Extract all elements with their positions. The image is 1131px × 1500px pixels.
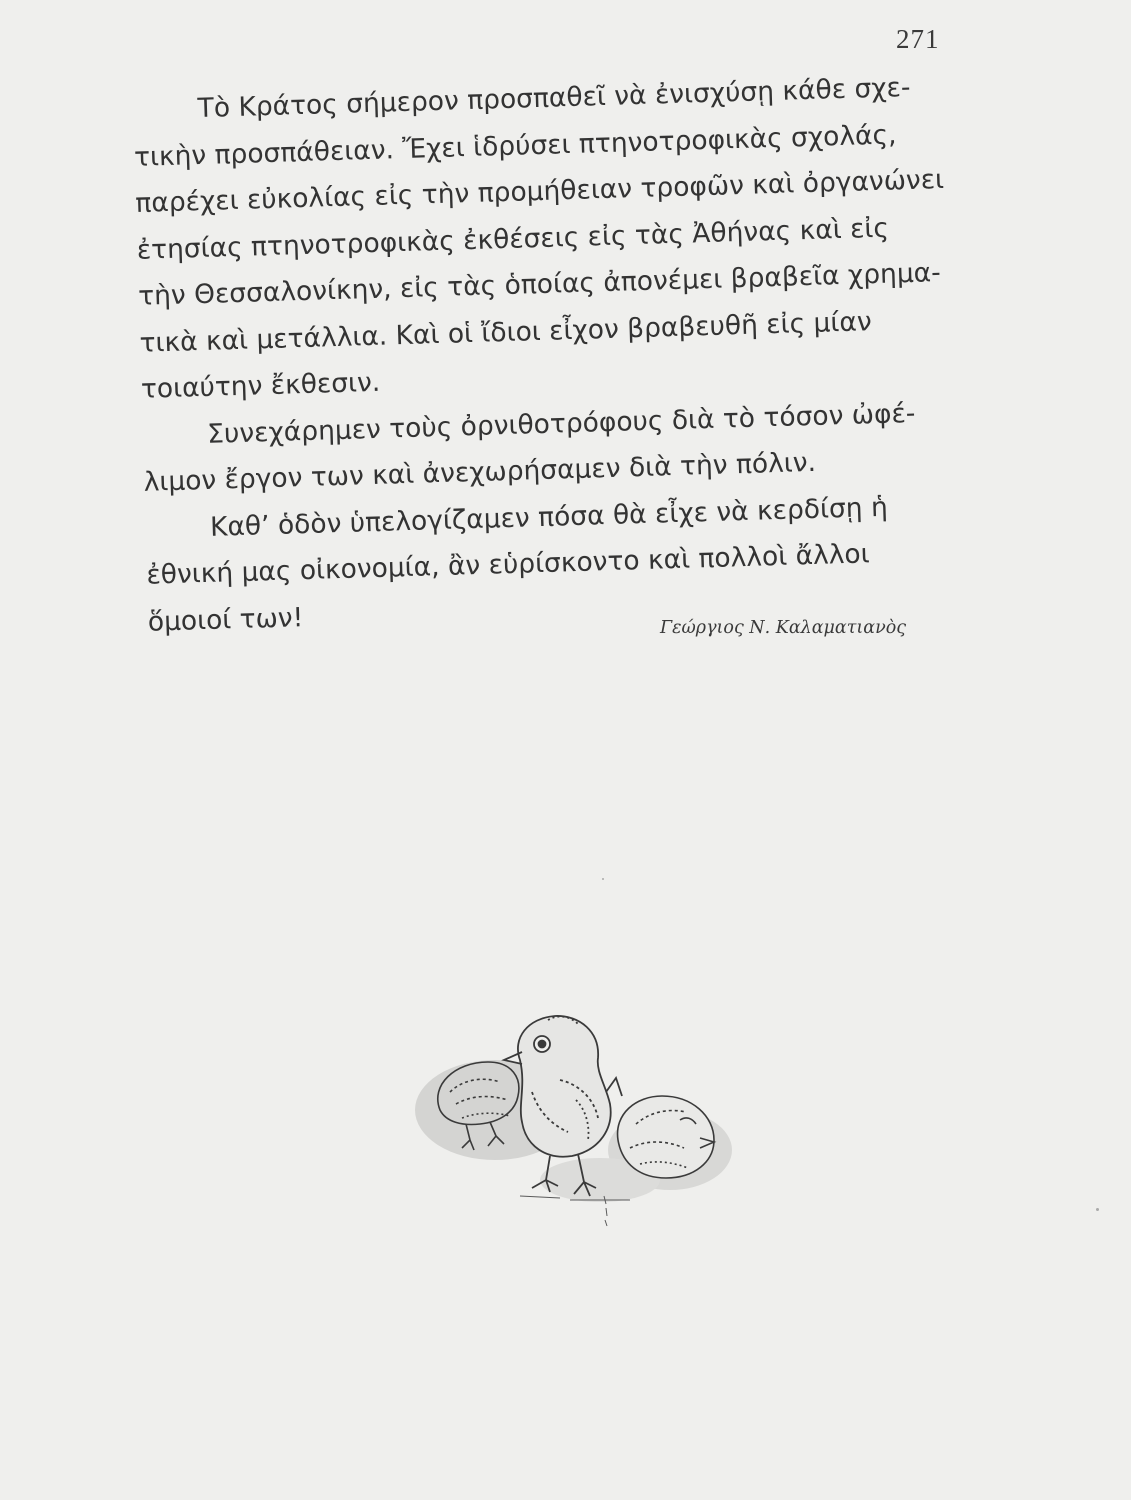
text-line: παρέχει εὐκολίας εἰς τὴν προμήθειαν τροφῶν καὶ ὀργανώνει [134, 163, 945, 219]
text-line: Καθ’ ὁδὸν ὑπελογίζαμεν πόσα θὰ εἶχε νὰ κερδίσῃ ἡ [209, 491, 889, 543]
chicks-drawing-icon [400, 1000, 740, 1230]
text-line: τοιαύτην ἔκθεσιν. [140, 366, 381, 405]
ground-hatching [520, 1196, 630, 1226]
author-signature: Γεώργιος Ν. Καλαματιανὸς [660, 618, 907, 638]
text-line: ἐθνική μας οἰκονομία, ἂν εὑρίσκοντο καὶ πολλοὶ ἄλλοι [146, 538, 871, 591]
resting-chick-icon [618, 1096, 714, 1178]
paper-speck [1096, 1208, 1099, 1211]
chicks-illustration [400, 1000, 740, 1230]
text-line: Τὸ Κράτος σήμερον προσπαθεῖ νὰ ἐνισχύσῃ κάθε σχε- [197, 71, 911, 125]
page-number: 271 [896, 24, 940, 54]
text-line: ἐτησίας πτηνοτροφικὰς ἐκθέσεις εἰς τὰς Ἀθήνας καὶ εἰς [136, 212, 890, 266]
text-line: τικὴν προσπάθειαν. Ἔχει ἱδρύσει πτηνοτροφικὰς σχολάς, [133, 118, 897, 173]
text-line: τὴν Θεσσαλονίκην, εἰς τὰς ὁποίας ἀπονέμει βραβεῖα χρημα- [137, 257, 942, 312]
text-line: ὅμοιοί των! [147, 601, 304, 638]
text-line: τικὰ καὶ μετάλλια. Καὶ οἱ ἴδιοι εἶχον βραβευθῆ εἰς μίαν [139, 305, 873, 359]
text-line: λιμον ἔργον των καὶ ἀνεχωρήσαμεν διὰ τὴν πόλιν. [143, 446, 817, 498]
paper-speck [602, 878, 604, 880]
body-text [132, 63, 998, 646]
text-line: Συνεχάρημεν τοὺς ὀρνιθοτρόφους διὰ τὸ τόσον ὠφέ- [206, 397, 916, 450]
